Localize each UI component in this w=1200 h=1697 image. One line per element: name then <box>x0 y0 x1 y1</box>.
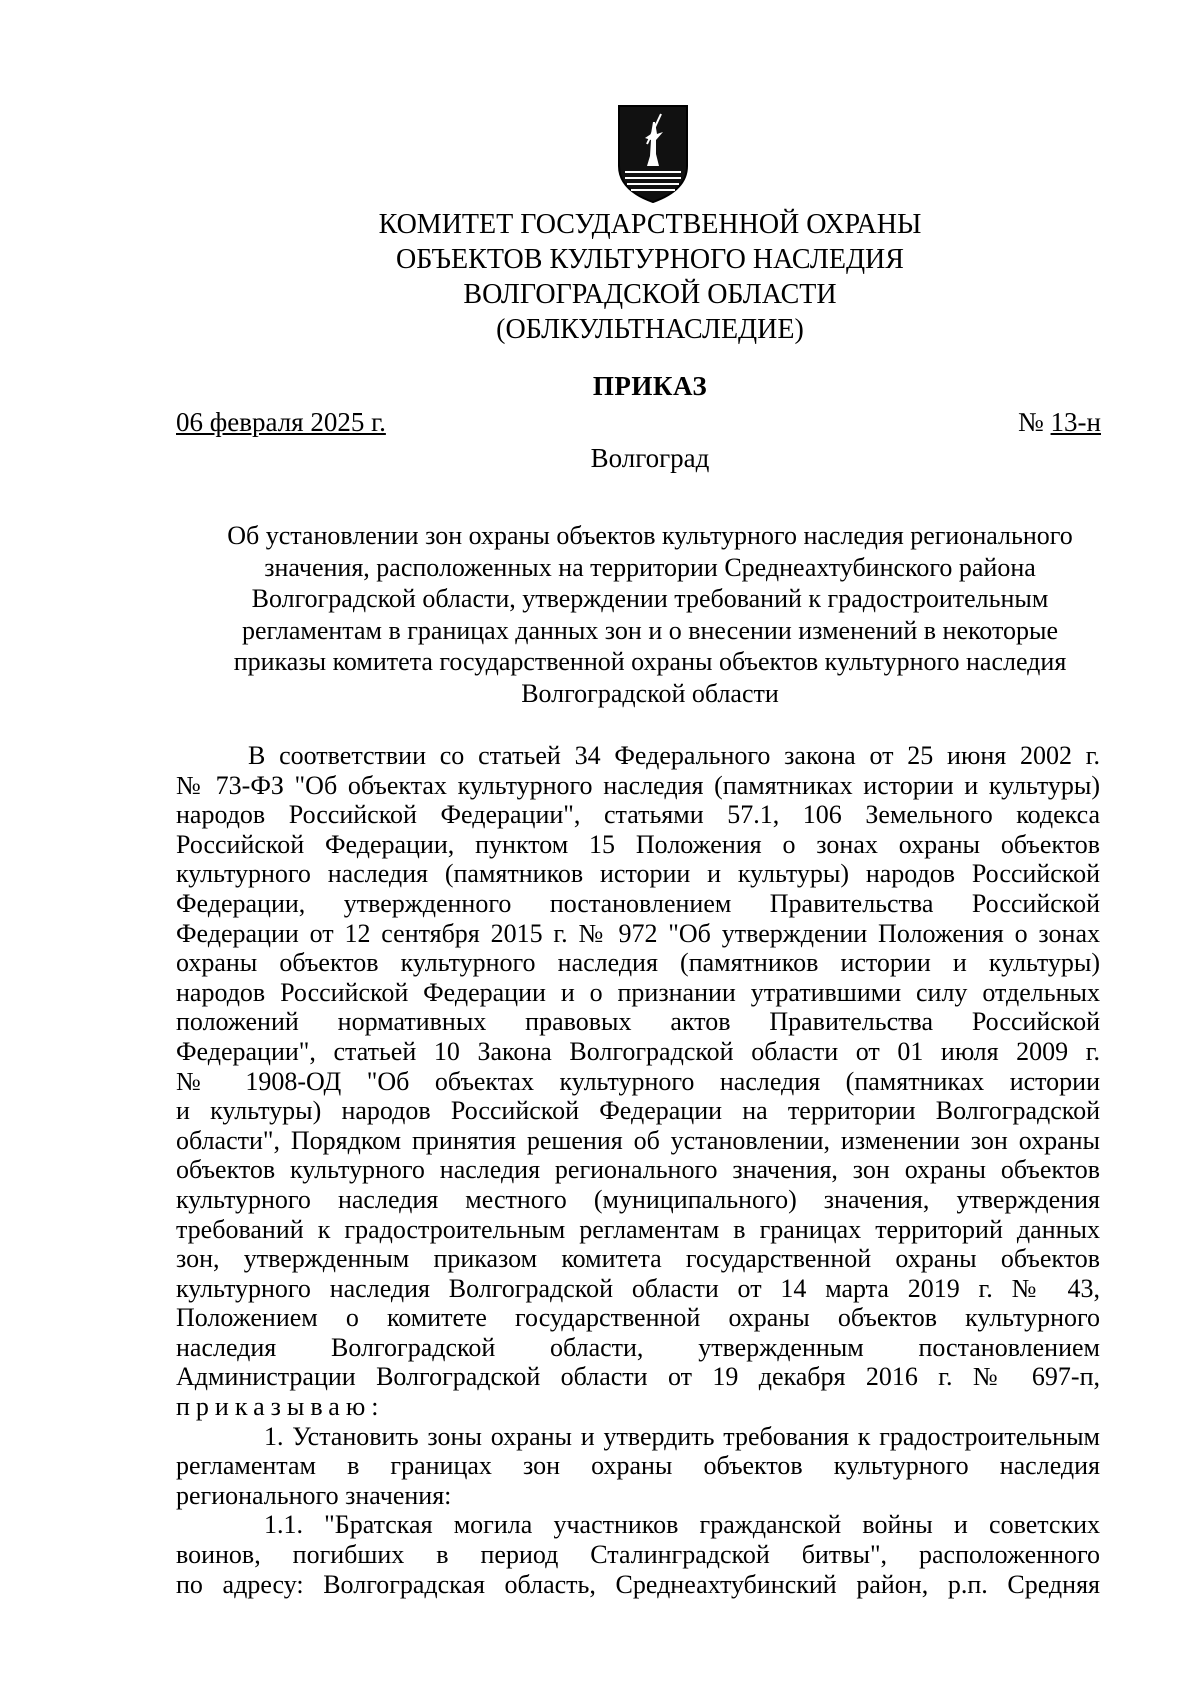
item-1-line: регионального значения: <box>176 1480 452 1510</box>
item-1-line: регламентам в границах зон охраны объектов культурного наследия <box>176 1451 1100 1481</box>
org-line-1: КОМИТЕТ ГОСУДАРСТВЕННОЙ ОХРАНЫ <box>378 209 922 240</box>
body-line: области", Порядком принятия решения об установлении, изменении зон охраны <box>176 1125 1100 1155</box>
org-line-3: ВОЛГОГРАДСКОЙ ОБЛАСТИ <box>463 279 837 310</box>
body-line: Федерации, утвержденного постановлением Правительства Российской <box>176 888 1100 918</box>
subject-line: Волгоградской области, утверждении требований к градостроительным <box>251 584 1049 613</box>
body-line: охраны объектов культурного наследия (памятников истории и культуры) <box>176 948 1100 978</box>
body-line: требований к градостроительным регламентам в границах территорий данных <box>176 1214 1100 1244</box>
body-line: Федерации от 12 сентября 2015 г. № 972 "Об утверждении Положения о зонах <box>176 918 1100 948</box>
org-line-4: (ОБЛКУЛЬТНАСЛЕДИЕ) <box>496 314 804 345</box>
order-title: ПРИКАЗ <box>592 371 708 401</box>
body-line: В соответствии со статьей 34 Федерального закона от 25 июня 2002 г. <box>248 741 1100 770</box>
order-date: 06 февраля 2025 г. <box>176 407 386 437</box>
order-subject <box>160 520 1140 709</box>
item-1-1-line: по адресу: Волгоградская область, Среднеахтубинский район, р.п. Средняя <box>176 1569 1100 1599</box>
body-line: народов Российской Федерации и о признании утратившими силу отдельных <box>176 977 1100 1007</box>
body-line: № 1908-ОД "Об объектах культурного наследия (памятниках истории <box>176 1066 1100 1096</box>
subject-line: приказы комитета государственной охраны объектов культурного наследия <box>233 647 1067 676</box>
body-line: Администрации Волгоградской области от 19 декабря 2016 г. № 697-п, <box>176 1362 1100 1392</box>
body-line: культурного наследия Волгоградской области от 14 марта 2019 г. № 43, <box>176 1273 1100 1303</box>
body-line: Российской Федерации, пунктом 15 Положения о зонах охраны объектов <box>176 829 1100 859</box>
body-line: народов Российской Федерации", статьями 57.1, 106 Земельного кодекса <box>176 800 1100 830</box>
directive-text: приказываю: <box>176 1392 385 1422</box>
subject-line: Об установлении зон охраны объектов культурного наследия регионального <box>227 521 1073 550</box>
body-line: № 73-ФЗ "Об объектах культурного наследия (памятниках истории и культуры) <box>176 770 1100 800</box>
body-line: наследия Волгоградской области, утвержденным постановлением <box>176 1332 1100 1362</box>
order-number-prefix: № <box>1018 407 1051 437</box>
subject-line: значения, расположенных на территории Среднеахтубинского района <box>264 552 1036 582</box>
body-line: Федерации", статьей 10 Закона Волгоградской области от 01 июля 2009 г. <box>176 1036 1100 1066</box>
order-number-value: 13-н <box>1050 407 1101 437</box>
org-line-2: ОБЪЕКТОВ КУЛЬТУРНОГО НАСЛЕДИЯ <box>396 244 904 275</box>
body-line: культурного наследия местного (муниципального) значения, утверждения <box>176 1184 1100 1214</box>
organization-name <box>250 207 1050 347</box>
body-line: зон, утвержденным приказом комитета государственной охраны объектов <box>176 1244 1100 1274</box>
coat-of-arms-icon <box>617 104 689 204</box>
subject-line: регламентам в границах данных зон и о внесении изменений в некоторые <box>241 615 1058 645</box>
body-line: культурного наследия (памятников истории и культуры) народов Российской <box>176 859 1100 889</box>
body-line: объектов культурного наследия регионального значения, зон охраны объектов <box>176 1155 1100 1185</box>
item-1-1-line: воинов, погибших в период Сталинградской битвы", расположенного <box>176 1540 1100 1570</box>
order-city: Волгоград <box>590 443 710 473</box>
item-1-1-line: 1.1. "Братская могила участников гражданской войны и советских <box>264 1510 1100 1540</box>
body-line: и культуры) народов Российской Федерации на территории Волгоградской <box>176 1096 1100 1126</box>
body-line: положений нормативных правовых актов Правительства Российской <box>176 1007 1100 1037</box>
item-1-line: 1. Установить зоны охраны и утвердить требования к градостроительным <box>264 1421 1100 1451</box>
order-number <box>1018 407 1101 438</box>
body-line: Положением о комитете государственной охраны объектов культурного <box>176 1303 1100 1333</box>
order-body <box>176 741 1100 1599</box>
subject-line: Волгоградской области <box>521 678 779 708</box>
